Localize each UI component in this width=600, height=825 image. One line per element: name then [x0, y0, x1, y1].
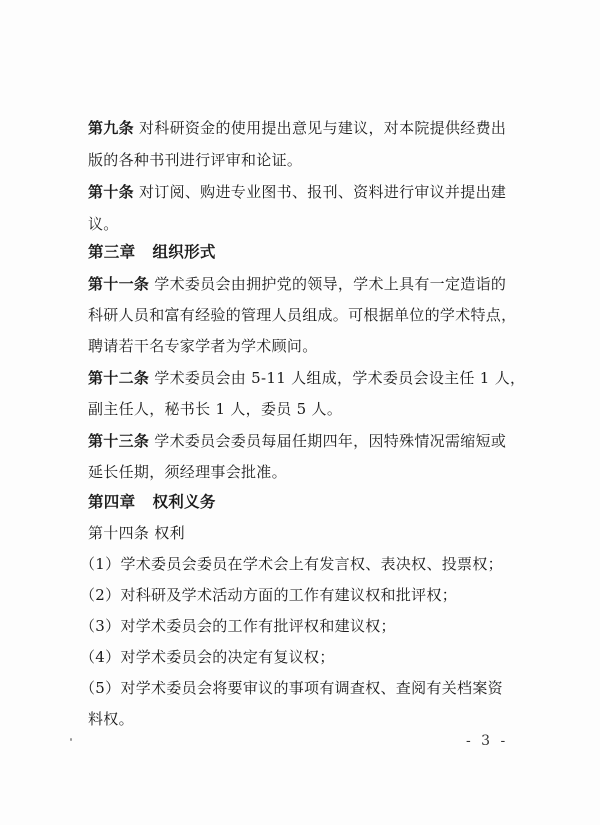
article-11-line-1 [88, 274, 506, 294]
page-number: - 3 - [466, 733, 509, 749]
list-item-text: （4）对学术委员会的决定有复议权； [80, 648, 335, 666]
article-label: 第十四条 [88, 524, 150, 542]
article-13-line-1 [88, 431, 506, 451]
right-item-1 [80, 554, 503, 574]
article-text: 对科研资金的使用提出意见与建议，对本院提供经费出 [138, 119, 507, 137]
article-12-line-1 [88, 368, 525, 388]
list-item-text: （5）对学术委员会将要审议的事项有调查权、查阅有关档案资 [80, 679, 503, 697]
article-label: 第十二条 [88, 369, 150, 387]
article-label: 第十一条 [88, 275, 150, 293]
article-text: 版的各种书刊进行评审和论证。 [88, 151, 303, 169]
list-item-text: 料权。 [88, 710, 134, 728]
article-12-line-2 [88, 399, 342, 419]
article-11-line-3 [88, 336, 318, 356]
right-item-5-line-2 [88, 709, 134, 729]
article-label: 第十三条 [88, 432, 150, 450]
list-item-text: （2）对科研及学术活动方面的工作有建议权和批评权； [80, 586, 458, 604]
chapter-3-heading [88, 242, 216, 262]
article-label: 第十条 [88, 183, 134, 201]
article-13-line-2 [88, 462, 287, 482]
article-text: 权利 [154, 524, 185, 542]
article-text: 聘请若干名专家学者为学术顾问。 [88, 337, 318, 355]
article-11-line-2 [88, 305, 516, 325]
chapter-4-heading [88, 492, 216, 512]
list-item-text: （1）学术委员会委员在学术会上有发言权、表决权、投票权； [80, 555, 503, 573]
right-item-3 [80, 616, 396, 636]
right-item-4 [80, 647, 335, 667]
article-10-line-2 [88, 214, 119, 234]
article-14-heading [88, 523, 185, 543]
scan-speck [70, 738, 72, 741]
article-text: 学术委员会由 5-11 人组成，学术委员会设主任 1 人， [154, 369, 526, 387]
article-text: 延长任期，须经理事会批准。 [88, 463, 287, 481]
article-text: 议。 [88, 215, 119, 233]
chapter-number: 第三章 [88, 243, 136, 261]
list-item-text: （3）对学术委员会的工作有批评权和建议权； [80, 617, 396, 635]
article-text: 学术委员会由拥护党的领导，学术上具有一定造诣的 [154, 275, 507, 293]
article-text: 学术委员会委员每届任期四年，因特殊情况需缩短或 [154, 432, 507, 450]
article-9-line-1 [88, 118, 506, 138]
right-item-2 [80, 585, 457, 605]
chapter-number: 第四章 [88, 493, 136, 511]
article-text: 对订阅、购进专业图书、报刊、资料进行审议并提出建 [138, 183, 507, 201]
article-9-line-2 [88, 150, 302, 170]
article-label: 第九条 [88, 119, 134, 137]
right-item-5-line-1 [80, 678, 503, 698]
chapter-title: 组织形式 [152, 243, 216, 261]
article-10-line-1 [88, 182, 506, 202]
article-text: 科研人员和富有经验的管理人员组成。可根据单位的学术特点， [88, 306, 517, 324]
chapter-title: 权利义务 [152, 493, 216, 511]
article-text: 副主任人，秘书长 1 人，委员 5 人。 [88, 400, 343, 418]
